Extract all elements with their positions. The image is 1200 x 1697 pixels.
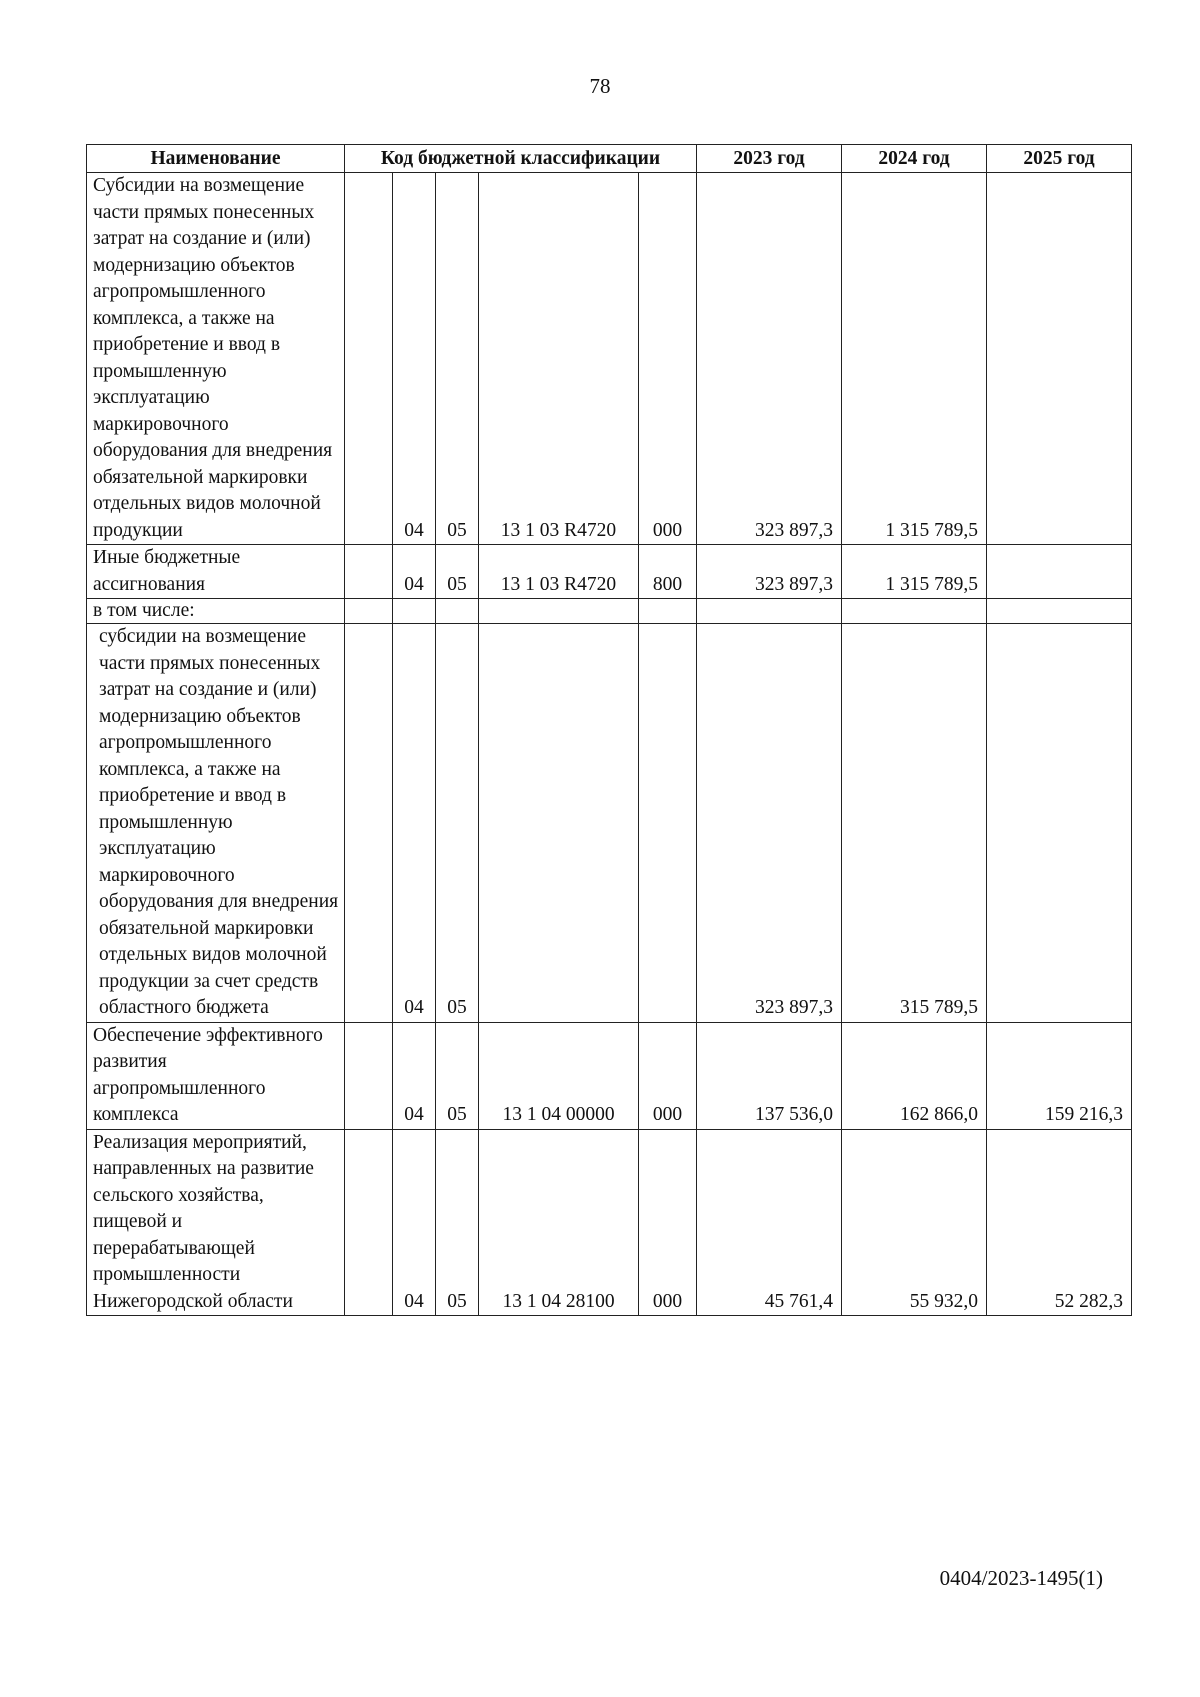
row-2024: 1 315 789,5 <box>842 545 987 599</box>
document-code: 0404/2023-1495(1) <box>939 1566 1103 1590</box>
row-2023: 323 897,3 <box>697 173 842 545</box>
row-target: 13 1 03 R4720 <box>479 545 639 599</box>
row-target: 13 1 03 R4720 <box>479 173 639 545</box>
header-2024: 2024 год <box>842 145 987 173</box>
row-subsection: 05 <box>436 1129 479 1316</box>
row-ministry <box>345 173 393 545</box>
row-ministry <box>345 624 393 1023</box>
row-2025: 52 282,3 <box>987 1129 1132 1316</box>
row-section: 04 <box>393 173 436 545</box>
row-name: Реализация мероприятий, направленных на развитие сельского хозяйства, пищевой и перерабатывающей промышленности Нижегородской области <box>87 1129 345 1316</box>
row-expense-type: 000 <box>639 173 697 545</box>
row-section: 04 <box>393 1129 436 1316</box>
header-name: Наименование <box>87 145 345 173</box>
row-2025: 159 216,3 <box>987 1022 1132 1129</box>
row-2024: 1 315 789,5 <box>842 173 987 545</box>
row-expense-type: 000 <box>639 1022 697 1129</box>
header-code: Код бюджетной классификации <box>345 145 697 173</box>
row-name: субсидии на возмещение части прямых понесенных затрат на создание и (или) модернизацию объектов агропромышленного комплекса, а также на приобретение и ввод в промышленную эксплуатацию маркировочного оборудования для внедрения обязательной маркировки отдельных видов молочной продукции за счет средств областного бюджета <box>87 624 345 1023</box>
table-header-row <box>87 145 1132 173</box>
row-2023 <box>697 599 842 624</box>
row-2023: 323 897,3 <box>697 624 842 1023</box>
row-ministry <box>345 1129 393 1316</box>
row-2025 <box>987 624 1132 1023</box>
row-2024: 315 789,5 <box>842 624 987 1023</box>
row-subsection <box>436 599 479 624</box>
table-row <box>87 1129 1132 1316</box>
table-row <box>87 545 1132 599</box>
row-name: Обеспечение эффективного развития агропромышленного комплекса <box>87 1022 345 1129</box>
row-ministry <box>345 599 393 624</box>
row-expense-type <box>639 599 697 624</box>
row-2024: 55 932,0 <box>842 1129 987 1316</box>
budget-table <box>86 144 1132 1316</box>
row-2023: 137 536,0 <box>697 1022 842 1129</box>
row-2024: 162 866,0 <box>842 1022 987 1129</box>
row-section <box>393 599 436 624</box>
row-expense-type: 000 <box>639 1129 697 1316</box>
table-row <box>87 599 1132 624</box>
row-target <box>479 624 639 1023</box>
page-number: 78 <box>589 74 611 98</box>
row-ministry <box>345 1022 393 1129</box>
row-target: 13 1 04 28100 <box>479 1129 639 1316</box>
row-2025 <box>987 545 1132 599</box>
table-row <box>87 624 1132 1023</box>
header-2023: 2023 год <box>697 145 842 173</box>
row-section: 04 <box>393 1022 436 1129</box>
row-2023: 45 761,4 <box>697 1129 842 1316</box>
row-target: 13 1 04 00000 <box>479 1022 639 1129</box>
table-row <box>87 1022 1132 1129</box>
row-expense-type <box>639 624 697 1023</box>
row-expense-type: 800 <box>639 545 697 599</box>
row-name: Иные бюджетные ассигнования <box>87 545 345 599</box>
row-section: 04 <box>393 624 436 1023</box>
row-target <box>479 599 639 624</box>
row-subsection: 05 <box>436 545 479 599</box>
row-name: в том числе: <box>87 599 345 624</box>
row-2025 <box>987 599 1132 624</box>
row-ministry <box>345 545 393 599</box>
row-subsection: 05 <box>436 624 479 1023</box>
row-name: Субсидии на возмещение части прямых понесенных затрат на создание и (или) модернизацию объектов агропромышленного комплекса, а также на приобретение и ввод в промышленную эксплуатацию маркировочного оборудования для внедрения обязательной маркировки отдельных видов молочной продукции <box>87 173 345 545</box>
row-section: 04 <box>393 545 436 599</box>
row-2024 <box>842 599 987 624</box>
table-row <box>87 173 1132 545</box>
row-2025 <box>987 173 1132 545</box>
row-subsection: 05 <box>436 1022 479 1129</box>
row-2023: 323 897,3 <box>697 545 842 599</box>
header-2025: 2025 год <box>987 145 1132 173</box>
row-subsection: 05 <box>436 173 479 545</box>
